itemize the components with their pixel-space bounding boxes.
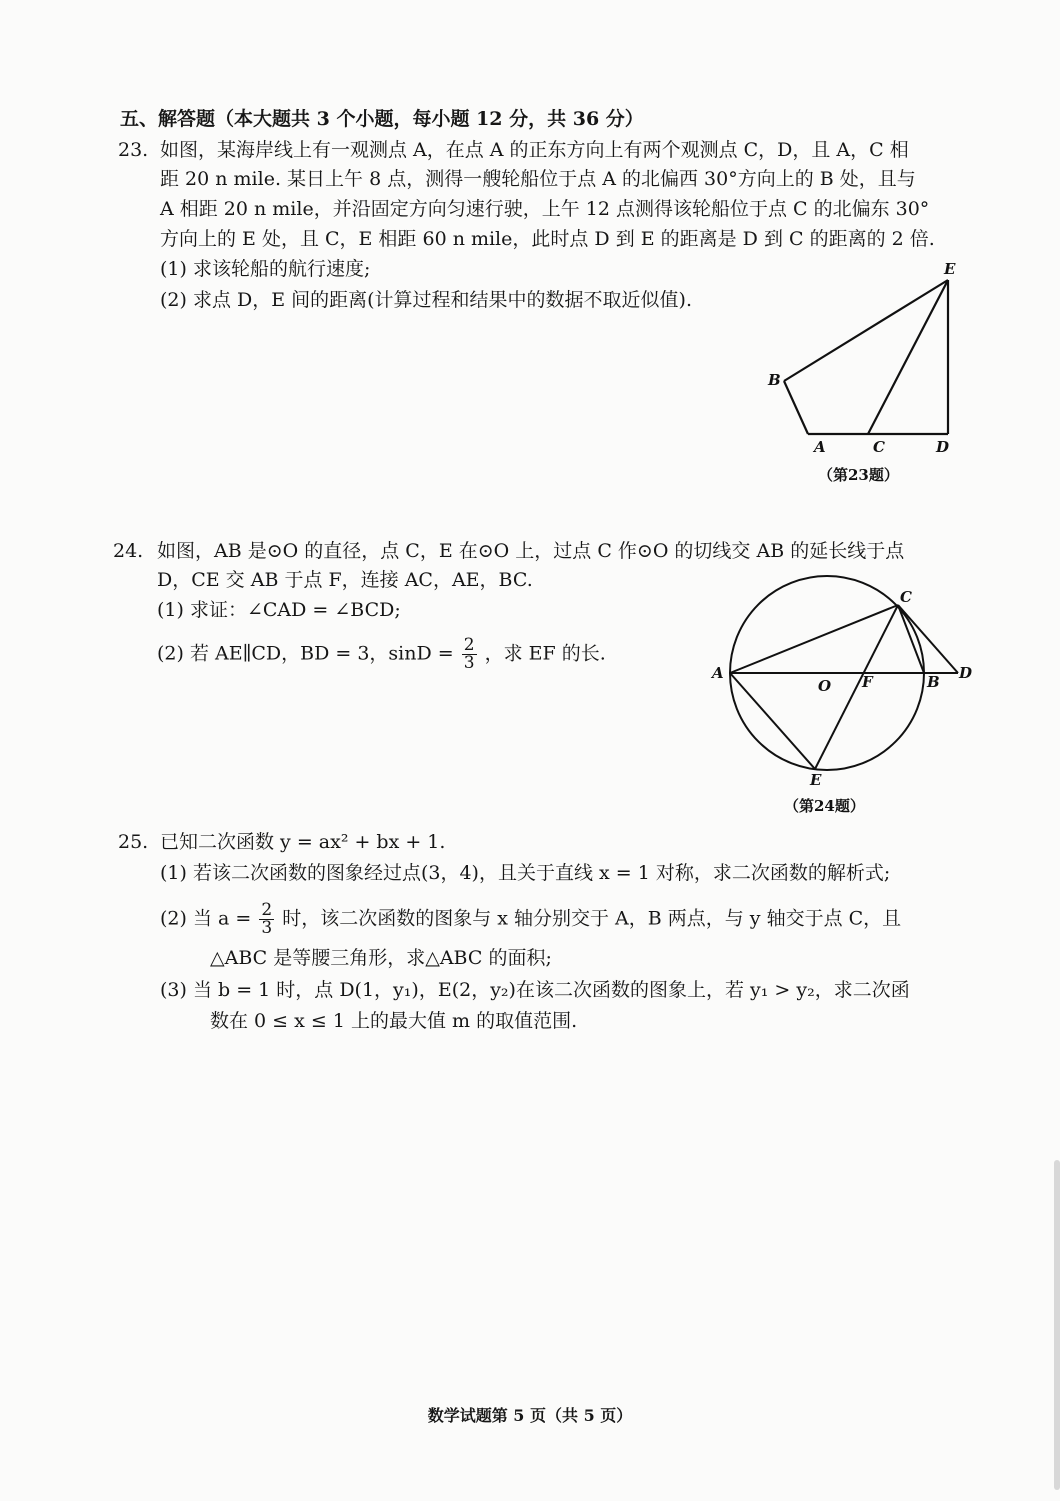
question-text-line: D，CE 交 AB 于点 F，连接 AC，AE，BC. (157, 569, 533, 591)
subquestion-2-text-end: 时，该二次函数的图象与 x 轴分别交于 A，B 两点，与 y 轴交于点 C，且 (282, 907, 902, 930)
question-number: 23. (118, 139, 149, 161)
label-D: D (959, 664, 973, 682)
figure-23 (760, 258, 970, 488)
fraction-numerator: 2 (463, 635, 475, 655)
label-A: A (712, 664, 724, 682)
question-text-line: 距 20 n mile. 某日上午 8 点，测得一艘轮船位于点 A 的北偏西 30°方向上的 B 处，且与 (160, 168, 916, 190)
subquestion-3: (3) 当 b = 1 时，点 D(1，y₁)，E(2，y₂)在该二次函数的图象上，若 y₁ > y₂，求二次函 (160, 979, 910, 1001)
page-footer: 数学试题第 5 页（共 5 页） (427, 1406, 633, 1425)
label-B: B (768, 371, 781, 389)
label-O: O (818, 677, 832, 695)
fraction (259, 902, 274, 937)
label-E: E (944, 260, 956, 278)
figure-24 (700, 575, 990, 820)
figure-caption: （第23题） (818, 466, 899, 484)
question-text-line: 如图，某海岸线上有一观测点 A，在点 A 的正东方向上有两个观测点 C，D，且 A，C 相 (160, 139, 909, 161)
question-text-line: 如图，AB 是⊙O 的直径，点 C，E 在⊙O 上，过点 C 作⊙O 的切线交 AB 的延长线于点 (157, 540, 905, 562)
subquestion-1: (1) 求该轮船的航行速度; (160, 258, 371, 280)
subquestion-1: (1) 求证：∠CAD = ∠BCD; (157, 599, 401, 621)
question-text-line: A 相距 20 n mile，并沿固定方向匀速行驶，上午 12 点测得该轮船位于点 C 的北偏东 30° (160, 198, 930, 220)
label-A: A (814, 438, 826, 456)
subquestion-2-text-end: ，求 EF 的长. (484, 642, 606, 665)
subquestion-2-line2: △ABC 是等腰三角形，求△ABC 的面积; (210, 947, 552, 969)
subquestion-3-line2: 数在 0 ≤ x ≤ 1 上的最大值 m 的取值范围. (210, 1010, 578, 1032)
label-C: C (873, 438, 885, 456)
question-text-line: 已知二次函数 y = ax² + bx + 1. (160, 831, 446, 853)
fraction (462, 637, 477, 672)
label-F: F (862, 673, 873, 691)
subquestion-1: (1) 若该二次函数的图象经过点(3，4)，且关于直线 x = 1 对称，求二次函数的解析式; (160, 862, 891, 884)
subquestion-2: (2) 求点 D，E 间的距离(计算过程和结果中的数据不取近似值). (160, 289, 693, 311)
subquestion-2-text: (2) 若 AE∥CD，BD = 3，sinD = (157, 642, 454, 665)
question-number: 25. (118, 831, 149, 853)
subquestion-2 (157, 637, 606, 672)
subquestion-2 (160, 902, 901, 937)
fraction-denominator: 3 (463, 653, 475, 673)
question-text-line: 方向上的 E 处，且 C，E 相距 60 n mile，此时点 D 到 E 的距离是 D 到 C 的距离的 2 倍. (160, 228, 935, 250)
label-E: E (810, 771, 822, 789)
fraction-denominator: 3 (261, 918, 273, 938)
question-number: 24. (113, 540, 144, 562)
label-D: D (936, 438, 950, 456)
section-title: 五、解答题（本大题共 3 个小题，每小题 12 分，共 36 分） (120, 108, 644, 130)
scrollbar[interactable] (1054, 1160, 1060, 1490)
label-C: C (900, 588, 912, 606)
subquestion-2-text: (2) 当 a = (160, 907, 252, 930)
fraction-numerator: 2 (261, 900, 273, 920)
label-B: B (927, 673, 940, 691)
figure-caption: （第24题） (784, 797, 865, 815)
